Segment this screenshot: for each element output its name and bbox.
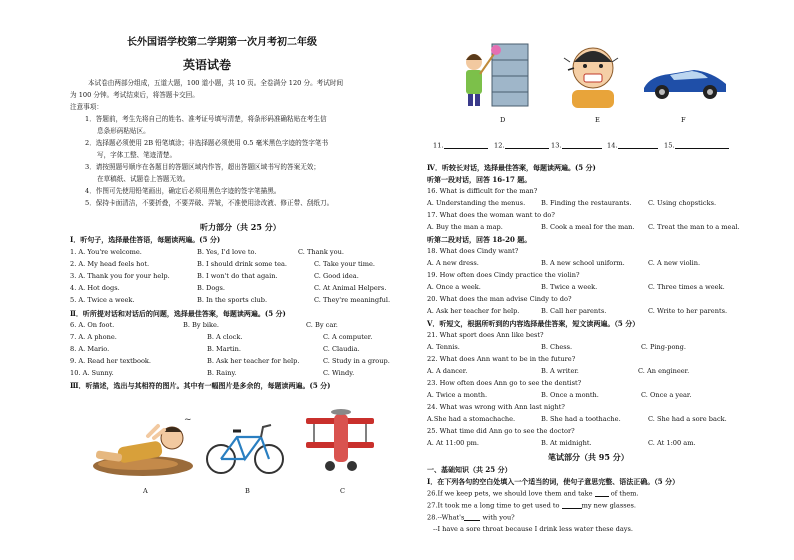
writing-part1-title: I．在下列各句的空白处填入一个适当的词，使句子意思完整、语法正确。（5 分）: [427, 477, 680, 486]
q16-a: A. Understanding the menus.: [427, 199, 526, 207]
q21: 21. What sport does Ann like best?: [427, 331, 544, 339]
q9-c: C. Study in a group.: [323, 357, 390, 365]
q18-b: B. A new school uniform.: [541, 259, 625, 267]
q10-c: C. Windy.: [323, 369, 355, 377]
q8-a: 8. A. Mario.: [70, 345, 110, 353]
q25: 25. What time did Ann go to see the doctor?: [427, 427, 575, 435]
q16-c: C. Using chopsticks.: [648, 199, 717, 207]
q6-a: 6. A. On foot.: [70, 321, 115, 329]
q27: 27.It took me a long time to get used to my new glasses.: [427, 501, 636, 510]
picture-d-label: D: [500, 116, 506, 124]
notice-item: 2．选择题必须使用 2B 铅笔填涂；非选择题必须使用 0.5 毫米黑色字迹的签字笔书: [85, 139, 329, 147]
q21-c: C. Ping-pong.: [641, 343, 686, 351]
notice-label: 注意事项：: [70, 103, 103, 111]
picture-c-toy-plane: [300, 408, 380, 478]
q21-b: B. Chess.: [541, 343, 573, 351]
answer-13: 13.: [551, 142, 602, 149]
q17-a: A. Buy the man a map.: [427, 223, 503, 231]
q6-b: B. By bike.: [183, 321, 220, 329]
q28-reply: --I have a sore throat because I drink less water these days.: [433, 525, 633, 533]
picture-f-sports-car: [640, 62, 730, 102]
exam-subtitle: 英语试卷: [183, 58, 232, 72]
q25-a: A. At 11:00 pm.: [427, 439, 480, 447]
q1-c: C. Thank you.: [298, 248, 344, 256]
q23-a: A. Twice a month.: [427, 391, 488, 399]
q21-a: A. Tennis.: [427, 343, 460, 351]
q4-c: C. At Animal Helpers.: [314, 284, 387, 292]
q9-a: 9. A. Read her textbook.: [70, 357, 152, 365]
q2-c: C. Take your time.: [314, 260, 376, 268]
q7-b: B. A clock.: [207, 333, 243, 341]
notice-item: 3．请按照题号顺序在各题目的答题区域内作答，超出答题区域书写的答案无效；: [85, 163, 320, 171]
answer-12: 12.: [494, 142, 549, 149]
q19: 19. How often does Cindy practice the violin?: [427, 271, 580, 279]
svg-text:~: ~: [184, 415, 192, 425]
q3-b: B. I won't do that again.: [197, 272, 278, 280]
q4-b: B. Dogs.: [197, 284, 225, 292]
answer-15: 15.: [664, 142, 729, 149]
picture-f-label: F: [681, 116, 686, 124]
q10-b: B. Rainy.: [207, 369, 237, 377]
q24-b: B. She had a toothache.: [541, 415, 621, 423]
intro-line-2: 为 100 分钟。考试结束后，将答题卡交回。: [70, 91, 199, 99]
q24-c: C. She had a sore back.: [648, 415, 727, 423]
q5-c: C. They're meaningful.: [314, 296, 391, 304]
q1-a: 1. A. You're welcome.: [70, 248, 142, 256]
q8-c: C. Claudia.: [323, 345, 360, 353]
q18-a: A. A new dress.: [427, 259, 479, 267]
q4-a: 4. A. Hot dogs.: [70, 284, 120, 292]
q22: 22. What does Ann want to be in the future?: [427, 355, 576, 363]
picture-a-label: A: [143, 487, 148, 495]
q25-b: B. At midnight.: [541, 439, 592, 447]
answer-11: 11.: [433, 142, 488, 149]
picture-e-label: E: [595, 116, 600, 124]
q24-a: A.She had a stomachache.: [427, 415, 516, 423]
dialog1-note: 听第一段对话，回答 16-17 题。: [427, 175, 532, 184]
part2-title: Ⅱ．听所提对话和对话后的问题，选择最佳答案，每题读两遍。(5 分): [70, 309, 286, 318]
picture-c-label: C: [340, 487, 346, 495]
part3-title: Ⅲ．听描述，选出与其相符的图片。其中有一幅图片是多余的，每题读两遍。(5 分): [70, 381, 331, 390]
notice-item: 写，字体工整、笔迹清楚。: [97, 151, 177, 159]
q18: 18. What does Cindy want?: [427, 247, 519, 255]
part5-title: Ⅴ．听短文，根据所听到的内容选择最佳答案，短文读两遍。（5 分）: [427, 319, 640, 328]
q23: 23. How often does Ann go to see the dentist?: [427, 379, 582, 387]
q16-b: B. Finding the restaurants.: [541, 199, 632, 207]
q20: 20. What does the man advise Cindy to do?: [427, 295, 572, 303]
part1-title: Ⅰ．听句子，选择最佳答语，每题读两遍。(5 分): [70, 235, 221, 244]
q7-c: C. A computer.: [323, 333, 373, 341]
q2-a: 2. A. My head feels hot.: [70, 260, 150, 268]
q19-c: C. Three times a week.: [648, 283, 725, 291]
q1-b: B. Yes, I'd love to.: [197, 248, 257, 256]
part4-title: Ⅳ．听较长对话，选择最佳答案，每题读两遍。(5 分): [427, 163, 596, 172]
q17-b: B. Cook a meal for the man.: [541, 223, 635, 231]
picture-b-bicycle: [205, 415, 285, 477]
picture-e-boy-toothache: [560, 38, 626, 108]
q23-c: C. Once a year.: [641, 391, 692, 399]
picture-d-girl-cleaning: [458, 40, 532, 108]
intro-line-1: 本试卷由两部分组成，五道大题，100 道小题，共 10 页。全卷满分 120 分。考试时间: [88, 79, 344, 87]
section1-title: 一、基础知识（共 25 分）: [427, 465, 512, 474]
q22-b: B. A writer.: [541, 367, 579, 375]
q28: 28.--What's with you?: [427, 513, 515, 522]
q3-c: C. Good idea.: [314, 272, 359, 280]
q24: 24. What was wrong with Ann last night?: [427, 403, 565, 411]
dialog2-note: 听第二段对话，回答 18-20 题。: [427, 235, 532, 244]
exam-title: 长外国语学校第二学期第一次月考初二年级: [127, 37, 317, 48]
notice-item: 在草稿纸、试题卷上答题无效。: [97, 175, 190, 183]
q17: 17. What does the woman want to do?: [427, 211, 555, 219]
writing-heading: 笔试部分（共 95 分）: [548, 452, 629, 462]
q10-a: 10. A. Sunny.: [70, 369, 114, 377]
q18-c: C. A new violin.: [648, 259, 701, 267]
q19-b: B. Twice a week.: [541, 283, 598, 291]
q5-a: 5. A. Twice a week.: [70, 296, 135, 304]
q5-b: B. In the sports club.: [197, 296, 268, 304]
picture-b-label: B: [245, 487, 250, 495]
notice-item: 5．保持卡面清洁，不要折叠，不要弄破、弄皱，不准使用涂改液、修正带、刮纸刀。: [85, 199, 334, 207]
picture-a-sick-person: [88, 408, 198, 480]
q19-a: A. Once a week.: [427, 283, 481, 291]
q17-c: C. Treat the man to a meal.: [648, 223, 740, 231]
q2-b: B. I should drink some tea.: [197, 260, 288, 268]
q20-c: C. Write to her parents.: [648, 307, 728, 315]
q20-b: B. Call her parents.: [541, 307, 607, 315]
q23-b: B. Once a month.: [541, 391, 599, 399]
notice-item: 4．作图可先使用铅笔画出，确定后必须用黑色字迹的签字笔描黑。: [85, 187, 281, 195]
q16: 16. What is difficult for the man?: [427, 187, 538, 195]
q26: 26.If we keep pets, we should love them and take of them.: [427, 489, 639, 498]
listening-heading: 听力部分（共 25 分）: [200, 222, 281, 232]
notice-item: 1．答题前，考生先将自己的姓名、准考证号填写清楚，将条形码准确粘贴在考生信: [85, 115, 327, 123]
q9-b: B. Ask her teacher for help.: [207, 357, 300, 365]
q20-a: A. Ask her teacher for help.: [427, 307, 520, 315]
q7-a: 7. A. A phone.: [70, 333, 117, 341]
q8-b: B. Martin.: [207, 345, 241, 353]
notice-item: 息条形码粘贴区。: [97, 127, 150, 135]
answer-14: 14.: [607, 142, 658, 149]
q6-c: C. By car.: [306, 321, 338, 329]
q25-c: C. At 1:00 am.: [648, 439, 696, 447]
q3-a: 3. A. Thank you for your help.: [70, 272, 170, 280]
q22-c: C. An engineer.: [638, 367, 690, 375]
q22-a: A. A dancer.: [427, 367, 468, 375]
